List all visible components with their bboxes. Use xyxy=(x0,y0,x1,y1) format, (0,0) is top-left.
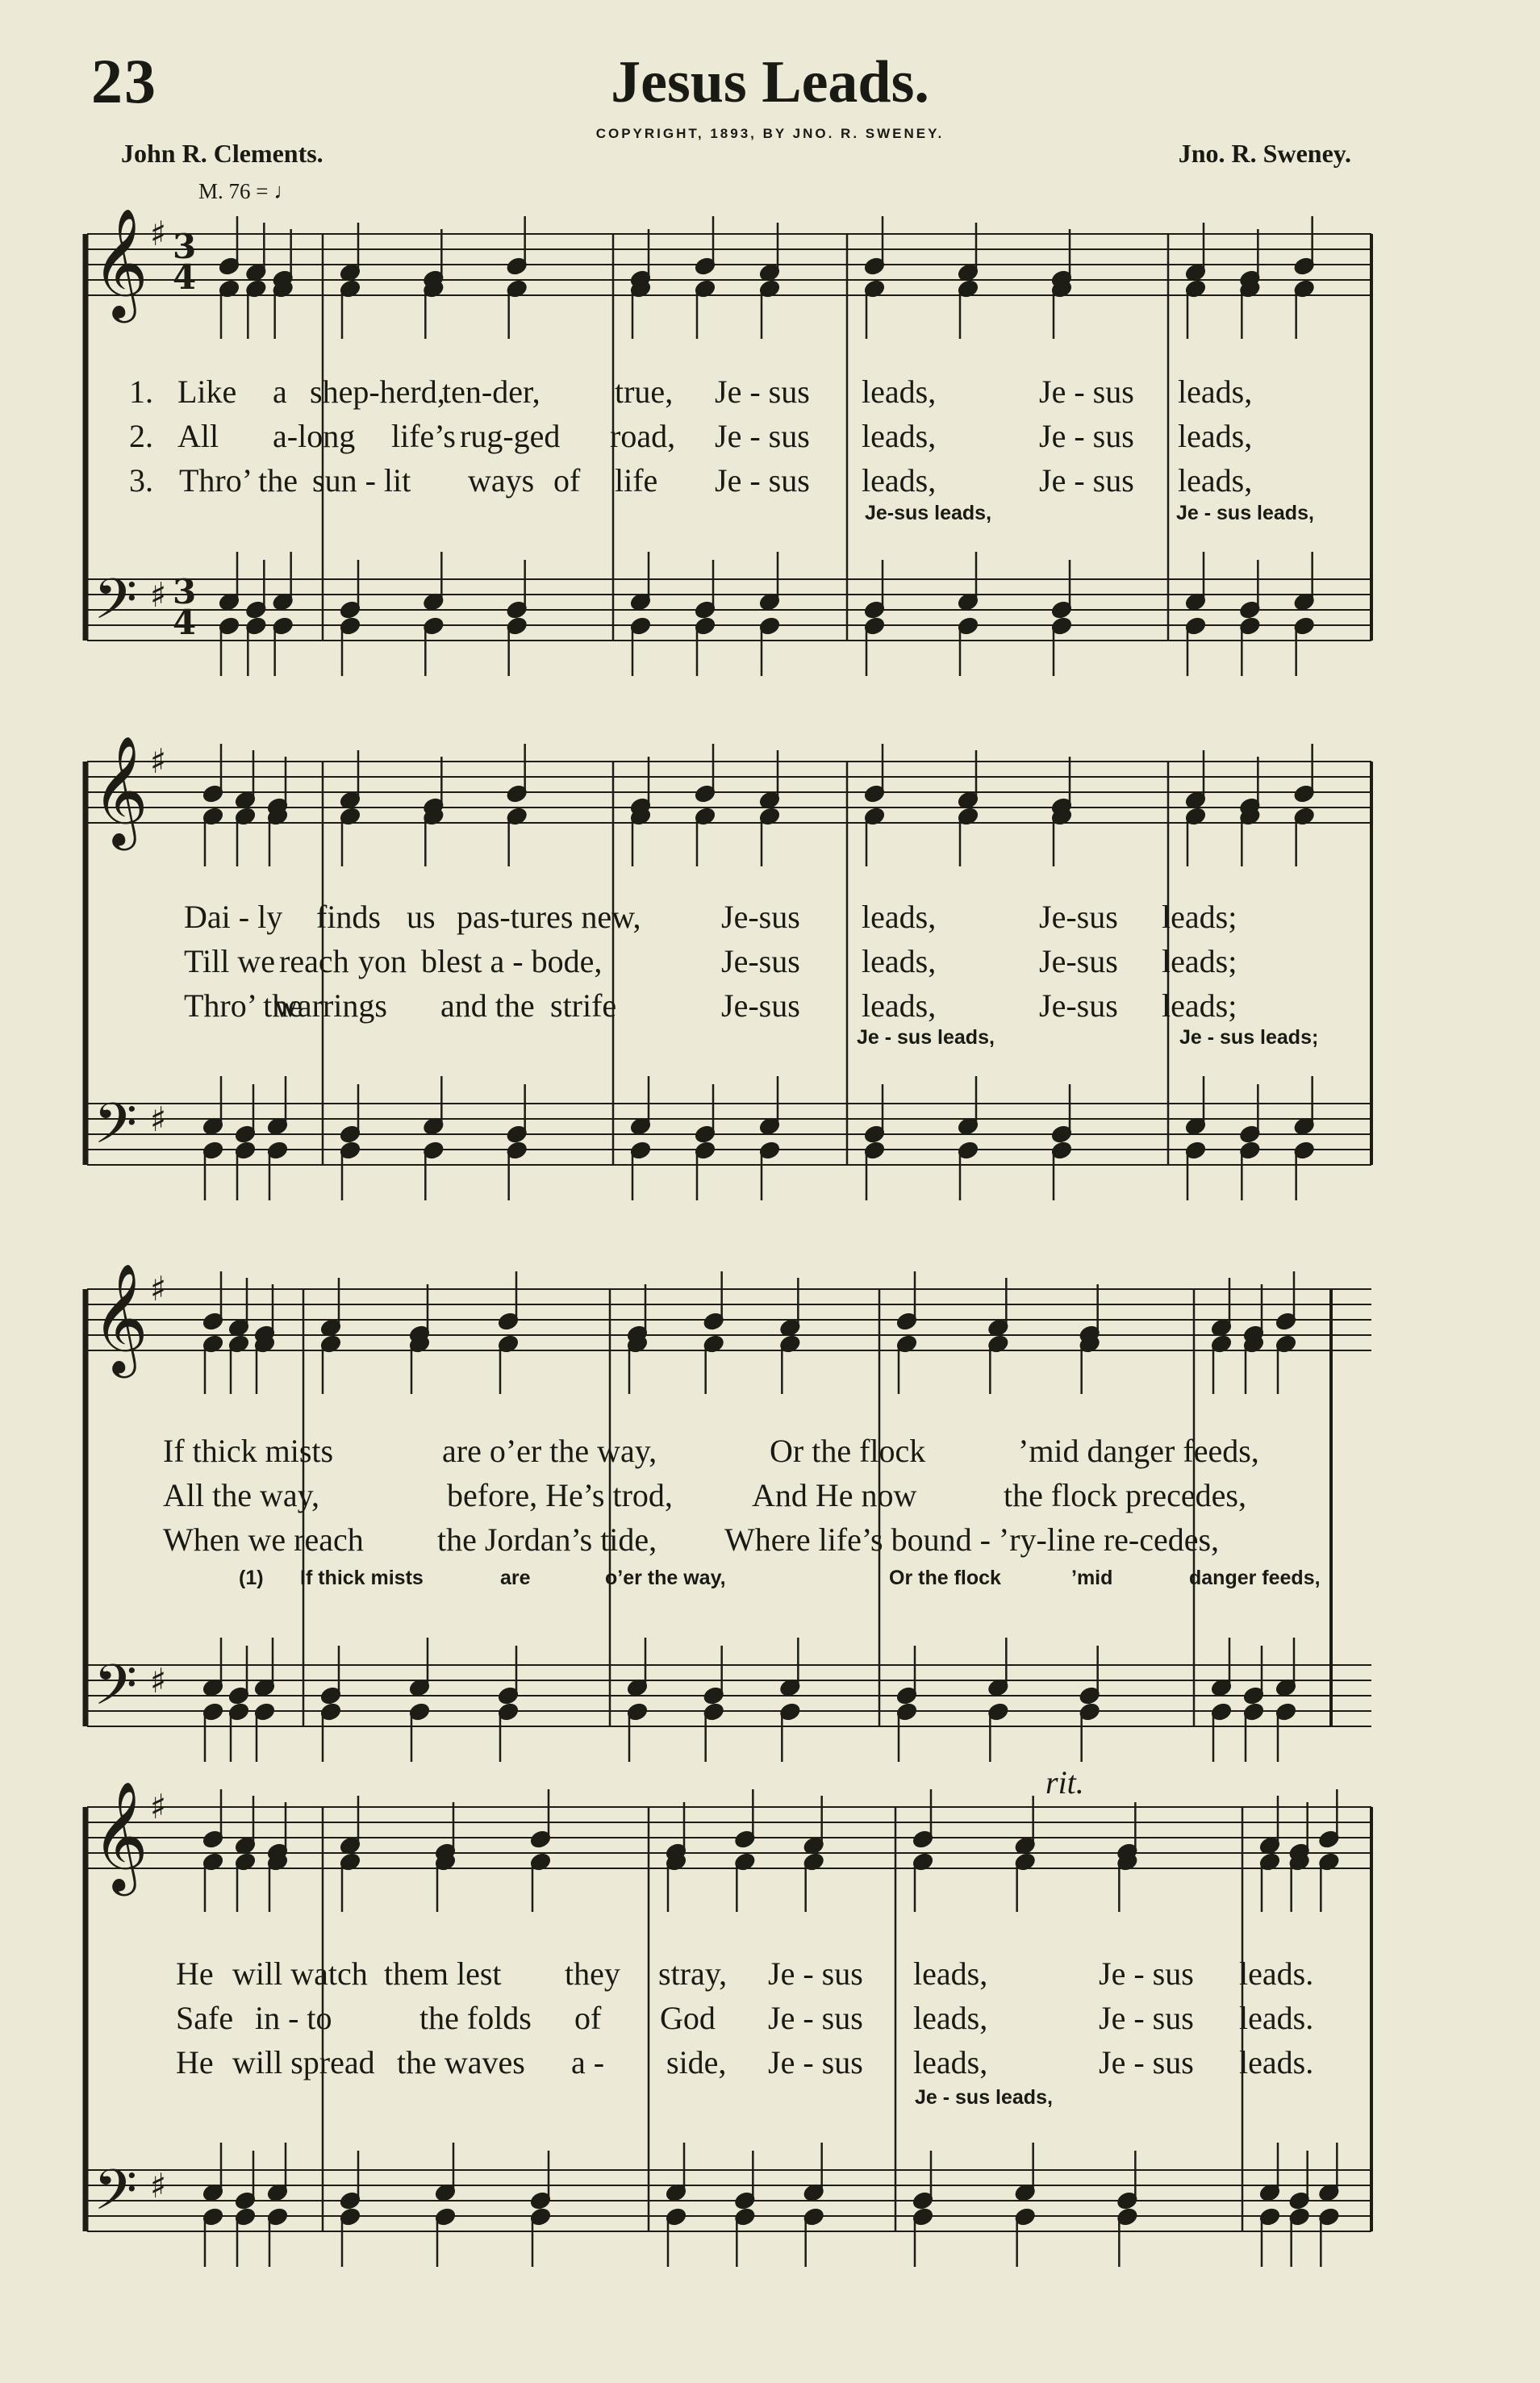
hymn-number: 23 xyxy=(91,46,157,116)
sharp-sign: ♯ xyxy=(150,575,167,615)
sharp-sign: ♯ xyxy=(150,214,167,253)
bass-clef: 𝄢 xyxy=(94,2157,138,2236)
sharp-sign: ♯ xyxy=(150,741,167,781)
cue-lyric: Je - sus leads, xyxy=(915,2086,1053,2109)
verse-line-1: If thick mists are o’er the way, Or the flock ’mid danger feeds, xyxy=(163,1433,1259,1469)
time-signature: 4 xyxy=(173,603,197,642)
cue-lyric: Je - sus leads; xyxy=(1179,1026,1319,1049)
cue-lyric: danger feeds, xyxy=(1189,1567,1321,1589)
time-signature: 3 xyxy=(173,227,197,266)
cue-lyric: Je-sus leads, xyxy=(865,502,992,524)
sharp-sign: ♯ xyxy=(150,1269,167,1308)
cue-lyric: o’er the way, xyxy=(605,1567,726,1589)
cue-lyric: Je - sus leads, xyxy=(857,1026,995,1049)
verse-line-3: 3. Thro’ the sun - lit ways of life Je - sus leads, Je - sus leads, xyxy=(129,462,1253,499)
treble-clef: 𝄞 xyxy=(92,1780,148,1891)
verse-line-2: 2. All a-long life’s rug-ged road, Je - sus leads, Je - sus leads, xyxy=(129,418,1253,454)
verse-line-3: He will spread the waves a - side, Je - sus leads, Je - sus leads. xyxy=(176,2044,1314,2080)
cue-lyric: Or the flock xyxy=(889,1567,1001,1589)
copyright-notice: COPYRIGHT, 1893, BY JNO. R. SWENEY. xyxy=(595,126,945,141)
cue-lyric: ’mid xyxy=(1071,1567,1113,1589)
bass-clef: 𝄢 xyxy=(94,1652,138,1731)
verse-line-2: Till we reach yon blest a - bode, Je-sus leads, Je-sus leads; xyxy=(184,943,1237,979)
sharp-sign: ♯ xyxy=(150,2166,167,2206)
bass-clef: 𝄢 xyxy=(94,566,138,645)
hymn-title: Jesus Leads. xyxy=(611,49,929,115)
treble-clef: 𝄞 xyxy=(92,734,148,845)
cue-lyric: (1) xyxy=(239,1567,264,1589)
verse-line-3: When we reach the Jordan’s tide, Where life’s bound - ’ry-line re-cedes, xyxy=(163,1521,1220,1558)
treble-clef: 𝄞 xyxy=(92,207,148,318)
bass-clef: 𝄢 xyxy=(94,1091,138,1170)
cue-lyric: If thick mists xyxy=(300,1567,424,1589)
verse-line-1: 1. Like a shep-herd, ten-der, true, Je - sus leads, Je - sus leads, xyxy=(129,374,1253,410)
sharp-sign: ♯ xyxy=(150,1100,167,1139)
sharp-sign: ♯ xyxy=(150,1787,167,1826)
ritardando-marking: rit. xyxy=(1045,1764,1084,1801)
metronome-marking: M. 76 = ♩ xyxy=(198,179,296,203)
time-signature: 3 xyxy=(173,572,197,611)
lyricist-credit: John R. Clements. xyxy=(121,139,323,168)
composer-credit: Jno. R. Sweney. xyxy=(1178,139,1351,168)
treble-clef: 𝄞 xyxy=(92,1262,148,1373)
verse-line-3: Thro’ the warrings and the strife Je-sus leads, Je-sus leads; xyxy=(184,987,1237,1024)
sharp-sign: ♯ xyxy=(150,1661,167,1701)
cue-lyric: Je - sus leads, xyxy=(1176,502,1314,524)
verse-line-2: Safe in - to the folds of God Je - sus leads, Je - sus leads. xyxy=(176,2000,1314,2036)
verse-line-1: Dai - ly finds us pas-tures new, Je-sus leads, Je-sus leads; xyxy=(184,899,1237,935)
cue-lyric: are xyxy=(500,1567,531,1589)
time-signature: 4 xyxy=(173,257,197,297)
verse-line-2: All the way, before, He’s trod, And He now the flock precedes, xyxy=(163,1477,1246,1513)
verse-line-1: He will watch them lest they stray, Je - sus leads, Je - sus leads. xyxy=(176,1955,1314,1992)
